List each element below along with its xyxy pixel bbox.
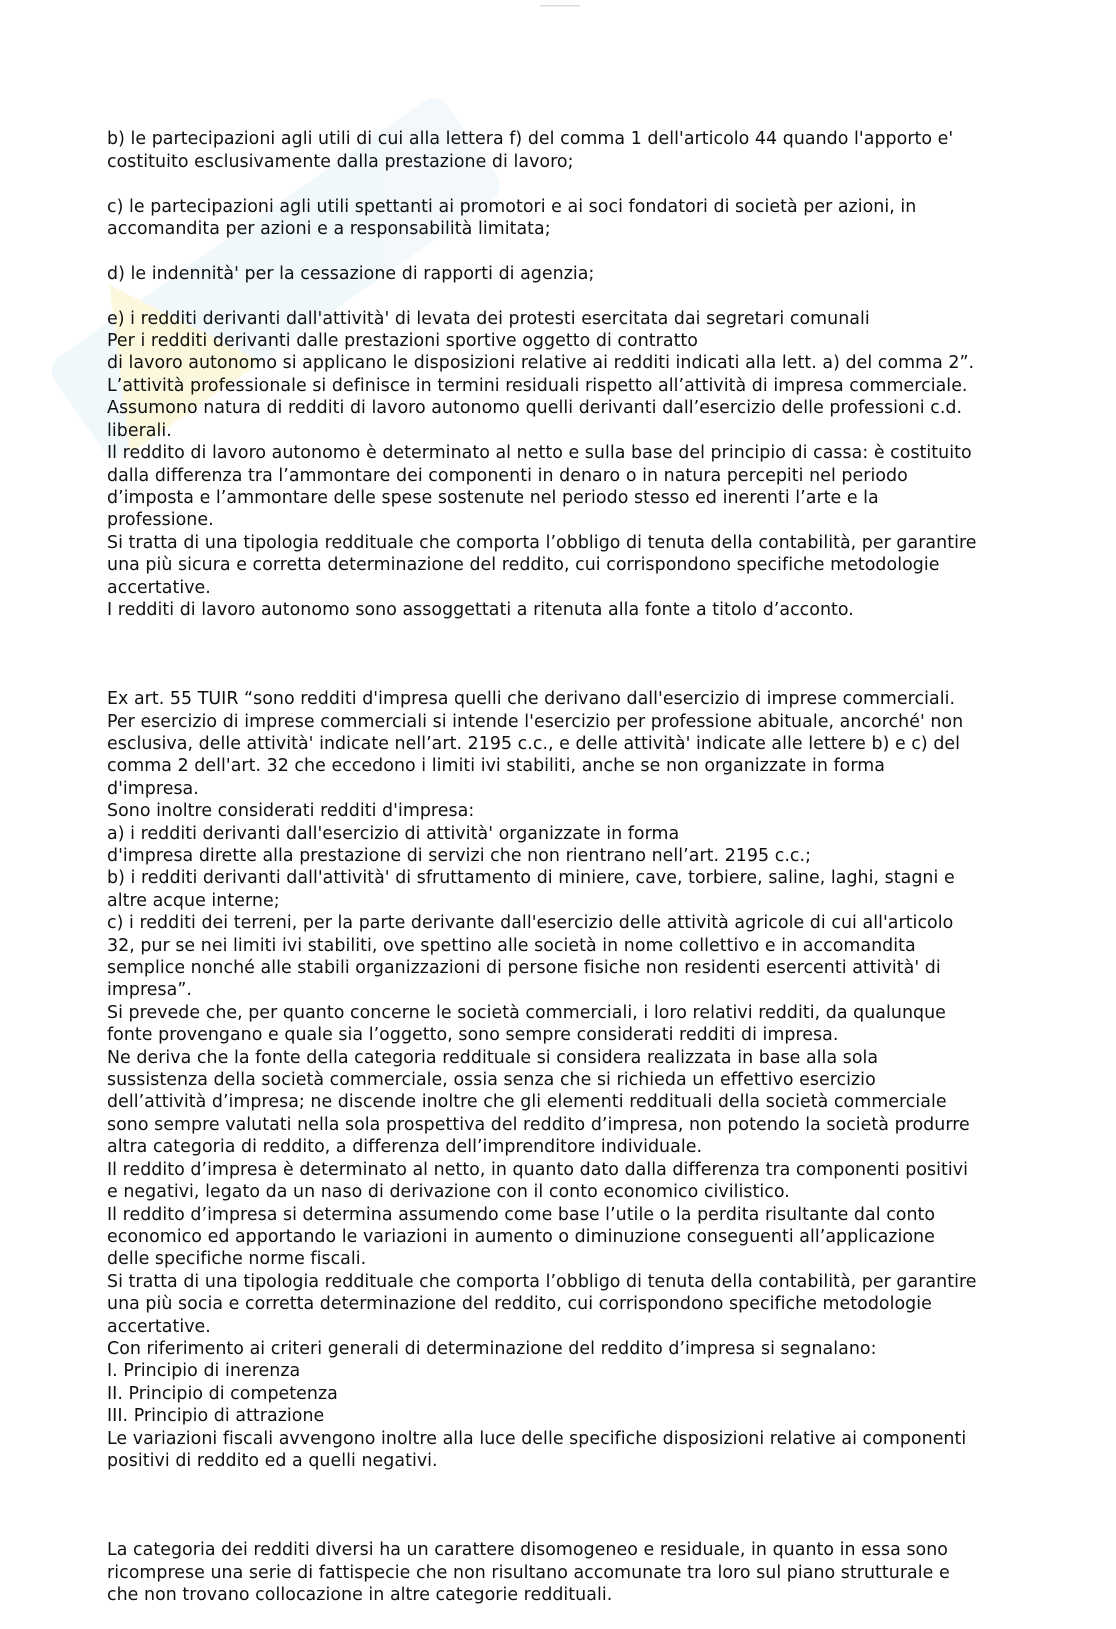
- paragraph-gap: [107, 1495, 1007, 1517]
- page-header-mark: [540, 4, 580, 8]
- paragraph-gap: [107, 644, 1007, 666]
- paragraph-redditi-impresa: Ex art. 55 TUIR “sono redditi d'impresa quelli che derivano dall'esercizio di imprese commerciali. Per esercizio di imprese commerciali si intende l'esercizio per professione abituale, ancorché' non esclusiva, delle attività' indicate nell’art. 2195 c.c., e delle attività' indicate alle lettere b) e c) del comma 2 dell'art. 32 che eccedono i limiti ivi stabiliti, anche se non organizzate in forma d'impresa. Sono inoltre considerati redditi d'impresa: a) i redditi derivanti dall'esercizio di attività' organizzate in forma d'impresa dirette alla prestazione di servizi che non rientrano nell’art. 2195 c.c.; b) i redditi derivanti dall'attività' di sfruttamento di miniere, cave, torbiere, saline, laghi, stagni e altre acque interne; c) i redditi dei terreni, per la parte derivante dall'esercizio delle attività agricole di cui all'articolo 32, pur se nei limiti ivi stabiliti, ove spettino alle società in nome collettivo e in accomandita semplice nonché alle stabili organizzazioni di persone fisiche non residenti esercenti attività' di impresa”. Si prevede che, per quanto concerne le società commerciali, i loro relativi redditi, da qualunque fonte provengano e quale sia l’oggetto, sono sempre considerati redditi di impresa. Ne deriva che la fonte della categoria reddituale si considera realizzata in base alla sola sussistenza della società commerciale, ossia senza che si richieda un effettivo esercizio dell’attività d’impresa; ne discende inoltre che gli elementi reddituali della società commerciale sono sempre valutati nella sola prospettiva del reddito d’impresa, non potendo la società produrre altra categoria di reddito, a differenza dell’imprenditore individuale. Il reddito d’impresa è determinato al netto, in quanto dato dalla differenza tra componenti positivi e negativi, legato da un naso di derivazione con il conto economico civilistico. Il reddito d’impresa si determina assumendo come base l’utile o la perdita risultante dal conto economico ed apportando le variazioni in aumento o diminuzione conseguenti all’applicazione delle specifiche norme fiscali. Si tratta di una tipologia reddituale che comporta l’obbligo di tenuta della contabilità, per garantire una più socia e corretta determinazione del reddito, cui corrispondono specifiche metodologie accertative. Con riferimento ai criteri generali di determinazione del reddito d’impresa si segnalano: I. Principio di inerenza II. Principio di competenza III. Principio di attrazione Le variazioni fiscali avvengono inoltre alla luce delle specifiche disposizioni relative ai componenti positivi di reddito ed a quelli negativi.: [107, 689, 977, 1471]
- document-body: [107, 106, 1007, 1629]
- paragraph-e-lavoro-autonomo: e) i redditi derivanti dall'attività' di levata dei protesti esercitata dai segretari comunali Per i redditi derivanti dalle prestazioni sportive oggetto di contratto di lavoro autonomo si applicano le disposizioni relative ai redditi indicati alla lett. a) del comma 2”. L’attività professionale si definisce in termini residuali rispetto all’attività di impresa commerciale. Assumono natura di redditi di lavoro autonomo quelli derivanti dall’esercizio delle professioni c.d. liberali. Il reddito di lavoro autonomo è determinato al netto e sulla base del principio di cassa: è costituito dalla differenza tra l’ammontare dei componenti in denaro o in natura percepiti nel periodo d’imposta e l’ammontare delle spese sostenute nel periodo stesso ed inerenti l’arte e la professione. Si tratta di una tipologia reddituale che comporta l’obbligo di tenuta della contabilità, per garantire una più sicura e corretta determinazione del reddito, cui corrispondono specifiche metodologie accertative. I redditi di lavoro autonomo sono assoggettati a ritenuta alla fonte a titolo d’acconto.: [107, 308, 977, 620]
- paragraph-b: b) le partecipazioni agli utili di cui alla lettera f) del comma 1 dell'articolo 44 quando l'apporto e' costituito esclusivamente dalla prestazione di lavoro;: [107, 129, 954, 172]
- paragraph-d: d) le indennità' per la cessazione di rapporti di agenzia;: [107, 263, 595, 284]
- paragraph-c: c) le partecipazioni agli utili spettanti ai promotori e ai soci fondatori di società per azioni, in accomandita per azioni e a responsabilità limitata;: [107, 196, 917, 240]
- paragraph-redditi-diversi: La categoria dei redditi diversi ha un carattere disomogeneo e residuale, in quanto in essa sono ricomprese una serie di fattispecie che non risultano accomunate tra loro sul piano strutturale e che non trovano collocazione in altre categorie reddituali.: [107, 1540, 950, 1605]
